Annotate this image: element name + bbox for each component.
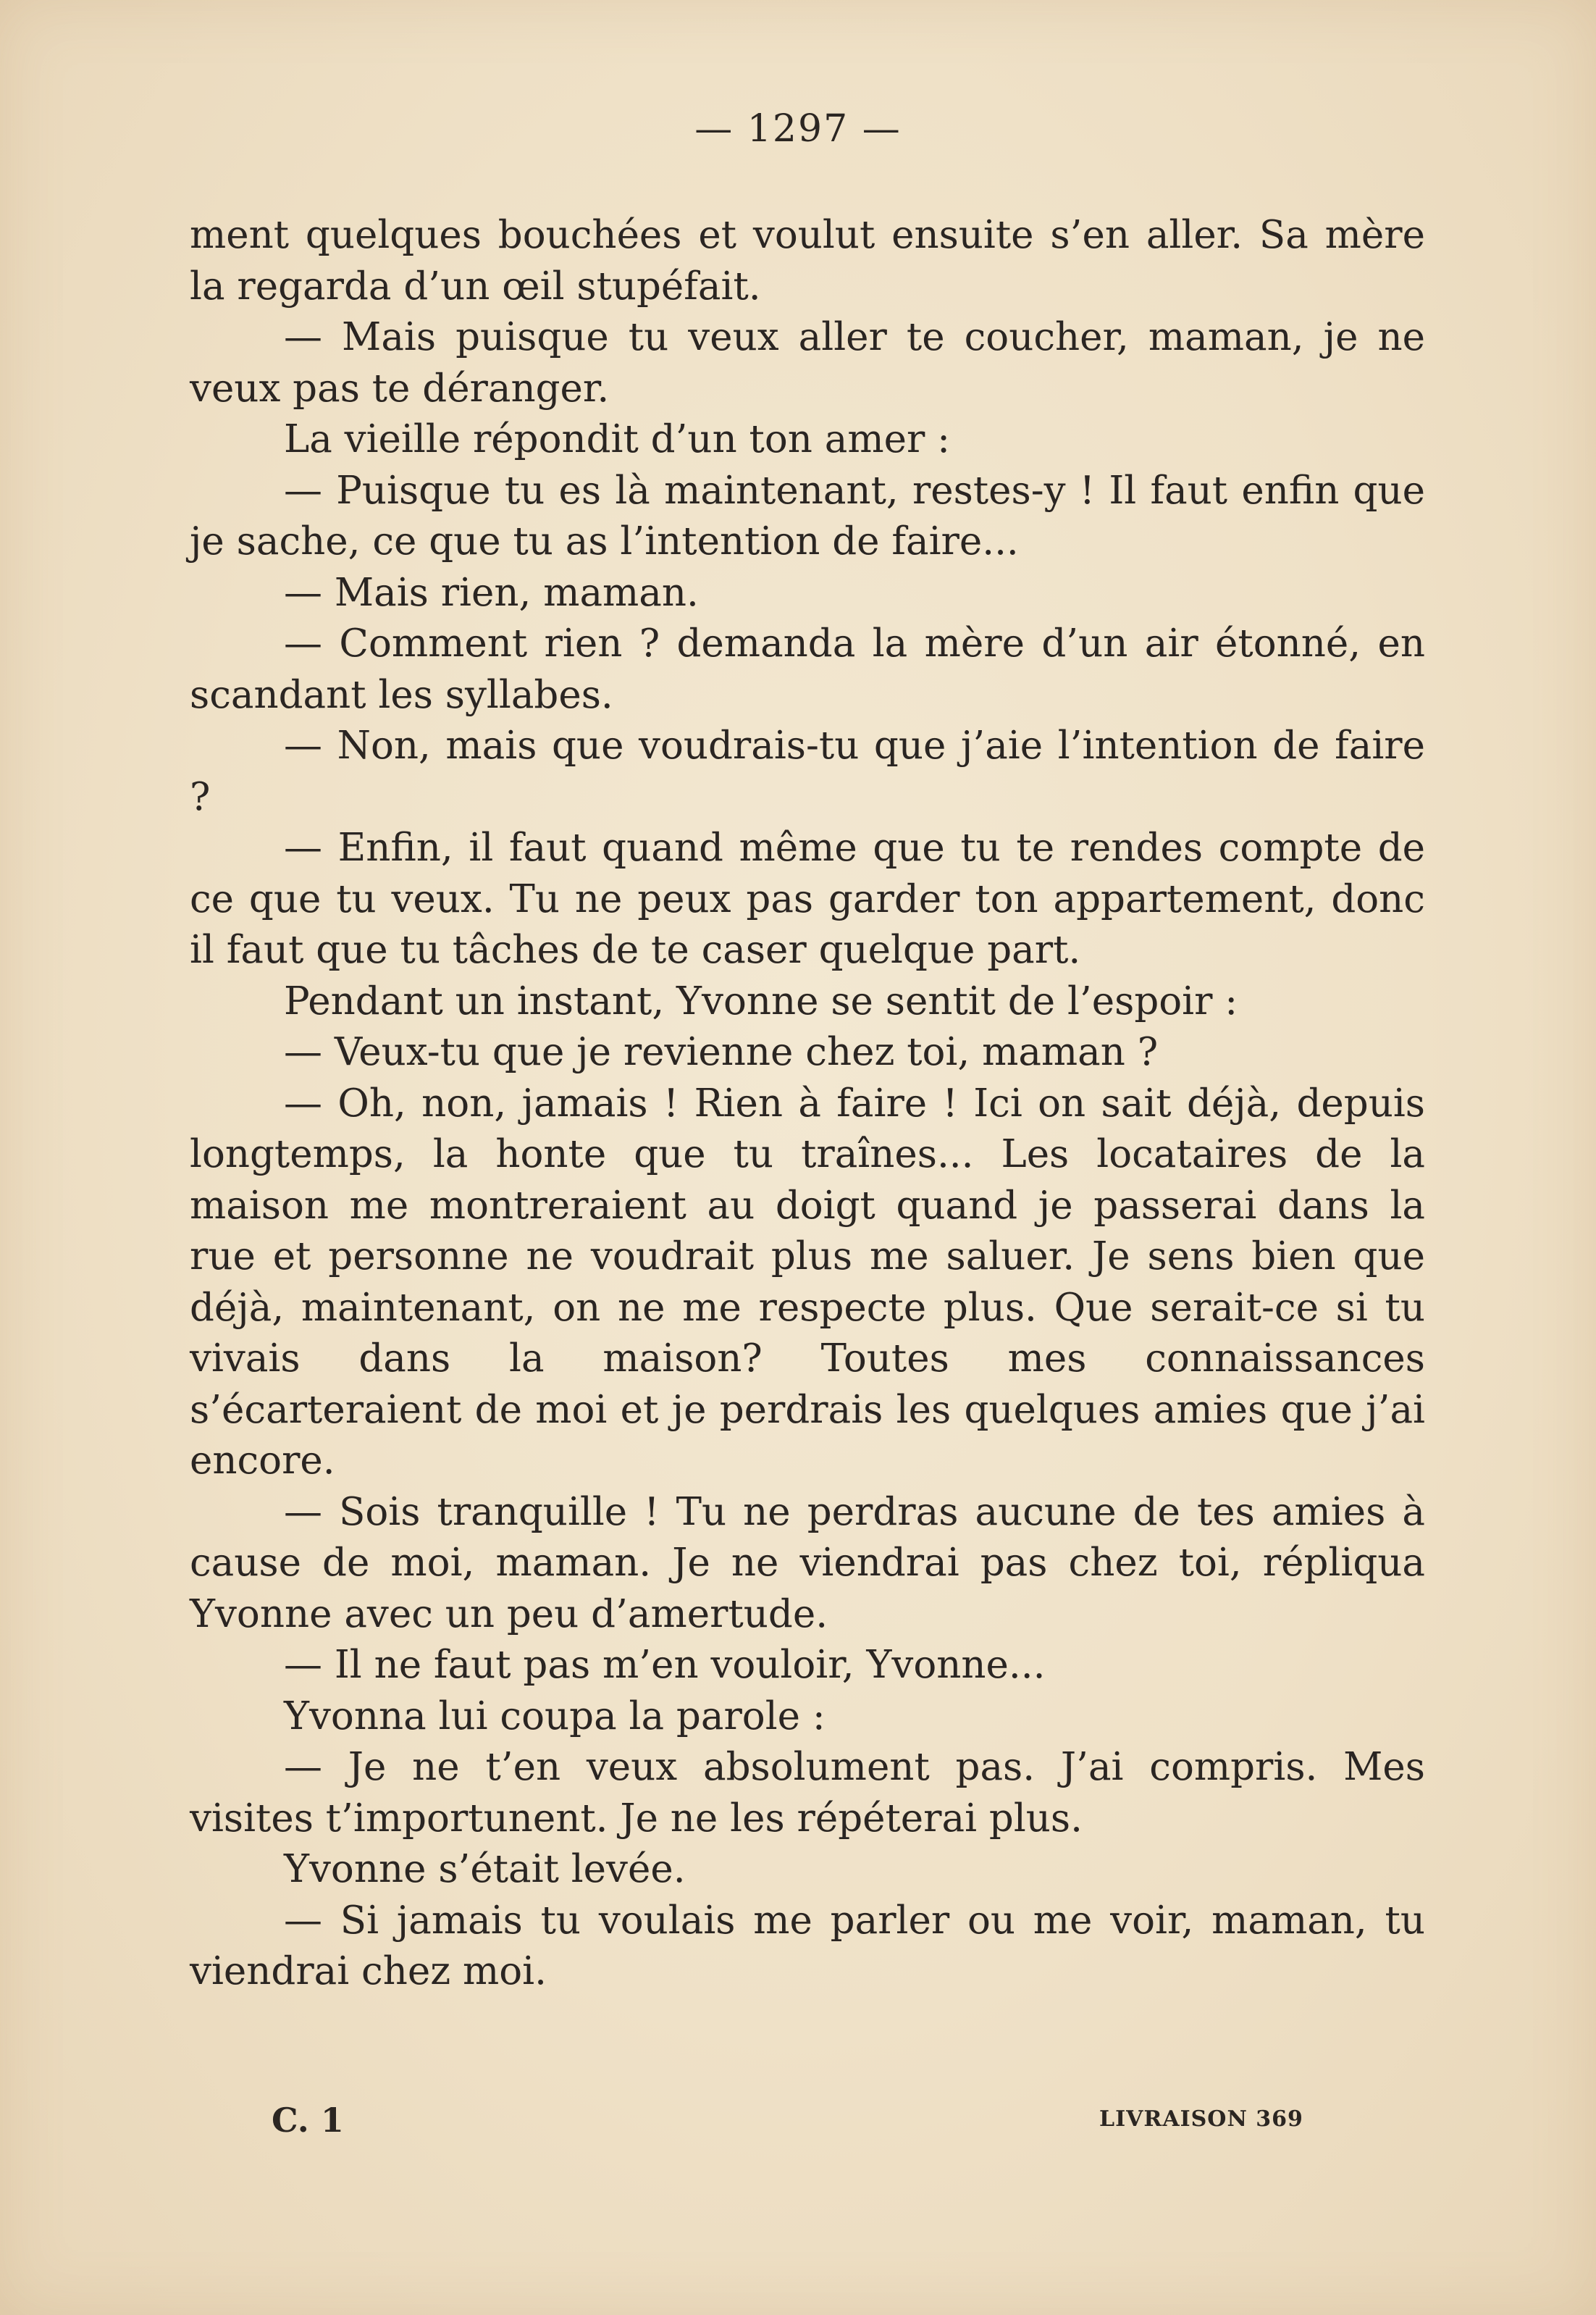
paragraph: — Comment rien ? demanda la mère d’un air étonné, en scandant les syllabes. xyxy=(190,621,1425,717)
paragraph: — Sois tranquille ! Tu ne perdras aucune de tes amies à cause de moi, maman. Je ne viendrai pas chez toi, répliqua Yvonne avec un peu d’amertude. xyxy=(190,1489,1425,1636)
paragraph: Pendant un instant, Yvonne se sentit de l’espoir : xyxy=(284,979,1238,1023)
paragraph: La vieille répondit d’un ton amer : xyxy=(284,417,950,461)
paragraph: — Mais puisque tu veux aller te coucher, maman, je ne veux pas te déranger. xyxy=(190,315,1425,411)
paragraph: — Si jamais tu voulais me parler ou me voir, maman, tu viendrai chez moi. xyxy=(190,1898,1425,1993)
body-text xyxy=(190,210,1425,1998)
paragraph: — Enfin, il faut quand même que tu te rendes compte de ce que tu veux. Tu ne peux pas garder ton appartement, donc il faut que tu tâches de te caser quelque part. xyxy=(190,826,1425,972)
paragraph: — Veux-tu que je revienne chez toi, maman ? xyxy=(284,1030,1159,1074)
page-number: — 1297 — xyxy=(694,107,902,151)
paragraph: — Je ne t’en veux absolument pas. J’ai compris. Mes visites t’importunent. Je ne les répéterai plus. xyxy=(190,1745,1425,1841)
livraison-mark: LIVRAISON 369 xyxy=(1099,2106,1303,2132)
page-footer xyxy=(0,2101,1596,2144)
paragraph: Yvonna lui coupa la parole : xyxy=(284,1694,826,1738)
paragraph: — Il ne faut pas m’en vouloir, Yvonne... xyxy=(284,1643,1046,1687)
paragraph: ment quelques bouchées et voulut ensuite s’en aller. Sa mère la regarda d’un œil stupéfait. xyxy=(190,213,1425,309)
paragraph: — Non, mais que voudrais-tu que j’aie l’intention de faire ? xyxy=(190,724,1425,819)
paragraph: — Puisque tu es là maintenant, restes-y ! Il faut enfin que je sache, ce que tu as l’intention de faire... xyxy=(190,468,1425,564)
paragraph: — Mais rien, maman. xyxy=(284,570,699,615)
signature-mark: C. 1 xyxy=(272,2101,344,2140)
paragraph: — Oh, non, jamais ! Rien à faire ! Ici on sait déjà, depuis longtemps, la honte que tu traînes... Les locataires de la maison me montreraient au doigt quand je passerai dans la rue et personne ne voudrait plus me saluer. Je sens bien que déjà, maintenant, on ne me respecte plus. Que serait-ce si tu vivais dans la maison? Toutes mes connaissances s’écarteraient de moi et je perdrais les quelques amies que j’ai encore. xyxy=(190,1081,1425,1483)
paragraph: Yvonne s’était levée. xyxy=(284,1847,686,1891)
